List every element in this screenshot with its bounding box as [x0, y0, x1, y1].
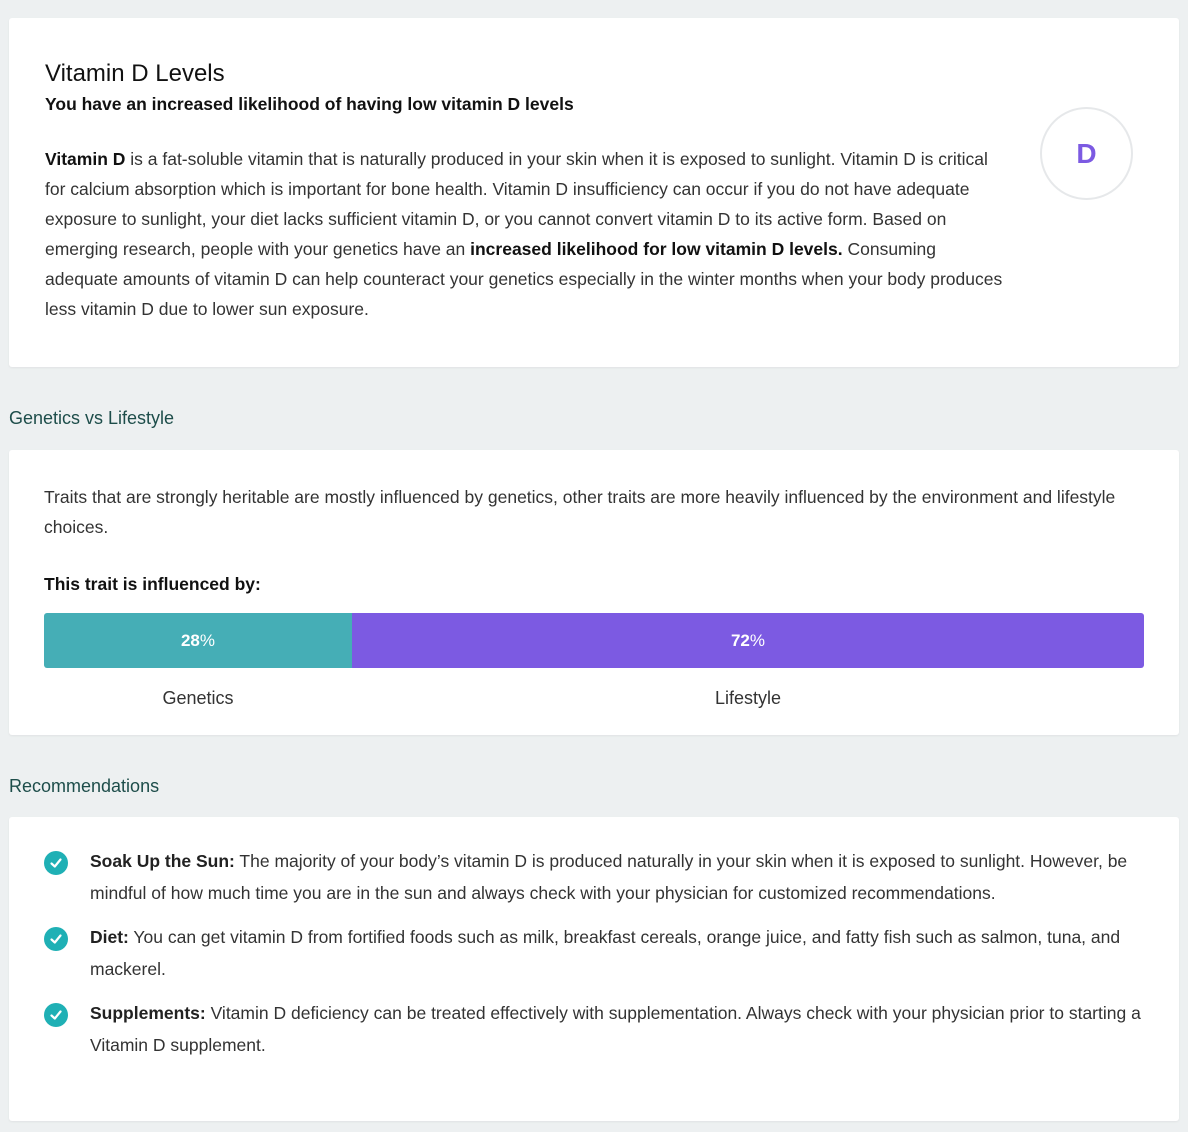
heritability-description: Traits that are strongly heritable are mostly influenced by genetics, other traits are more heavily influenced by the environment and lifestyle choices.: [44, 487, 1116, 537]
recommendation-title: Supplements:: [90, 1003, 206, 1023]
vitamin-d-icon: [1040, 107, 1133, 200]
recommendation-text: You can get vitamin D from fortified foods such as milk, breakfast cereals, orange juice, and fatty fish such as salmon, tuna, and mackerel.: [90, 927, 1121, 979]
recommendation-item: [44, 921, 1154, 985]
trait-description: [45, 144, 1005, 324]
recommendation-text: Vitamin D deficiency can be treated effectively with supplementation. Always check with your physician prior to starting a Vitamin D supplement.: [90, 1003, 1141, 1055]
lifestyle-segment: [352, 613, 1144, 668]
check-icon: [44, 851, 68, 875]
trait-description-bold-mid: increased likelihood for low vitamin D levels.: [470, 239, 843, 259]
trait-description-bold-lead: Vitamin D: [45, 149, 126, 169]
lifestyle-percent-value: 72: [730, 630, 750, 650]
genetics-vs-lifestyle-card: [9, 450, 1179, 735]
influence-label: This trait is influenced by:: [44, 574, 261, 594]
trait-description-text-2: Consuming adequate amounts of vitamin D can help counteract your genetics especially in the winter months when your body produces less vitamin D due to lower sun exposure.: [45, 239, 1003, 319]
trait-description-text-1: is a fat-soluble vitamin that is naturally produced in your skin when it is exposed to sunlight. Vitamin D is critical for calcium absorption which is important for bone health. Vitamin D insufficiency can occur if you do not have adequate exposure to sunlight, your diet lacks sufficient vitamin D, or you cannot convert vitamin D to its active form. Based on emerging research, people with your genetics have an: [45, 149, 988, 259]
genetics-label: Genetics: [162, 688, 234, 708]
genetics-percent-value: 28: [180, 630, 200, 650]
recommendation-text: The majority of your body’s vitamin D is produced naturally in your skin when it is exposed to sunlight. However, be mindful of how much time you are in the sun and always check with your physician for customized recommendations.: [90, 851, 1128, 903]
lifestyle-percent-sign: %: [749, 630, 766, 650]
lifestyle-label: Lifestyle: [714, 688, 782, 708]
recommendation-item: [44, 845, 1154, 909]
recommendation-item: [44, 997, 1154, 1061]
genetics-percent-sign: %: [199, 630, 216, 650]
genetics-vs-lifestyle-heading: Genetics vs Lifestyle: [9, 408, 175, 428]
trait-summary-card: [9, 18, 1179, 367]
trait-subtitle: You have an increased likelihood of having low vitamin D levels: [45, 94, 574, 114]
recommendation-title: Diet:: [90, 927, 129, 947]
check-icon: [44, 927, 68, 951]
recommendations-heading: Recommendations: [9, 776, 160, 796]
vitamin-d-icon-letter: D: [1076, 137, 1097, 169]
genetics-segment: [44, 613, 352, 668]
recommendation-title: Soak Up the Sun:: [90, 851, 235, 871]
recommendations-card: [9, 817, 1179, 1121]
check-icon: [44, 1003, 68, 1027]
trait-title: Vitamin D Levels: [45, 60, 225, 87]
influence-bar: [44, 613, 1144, 668]
recommendations-list: [44, 845, 1154, 1073]
